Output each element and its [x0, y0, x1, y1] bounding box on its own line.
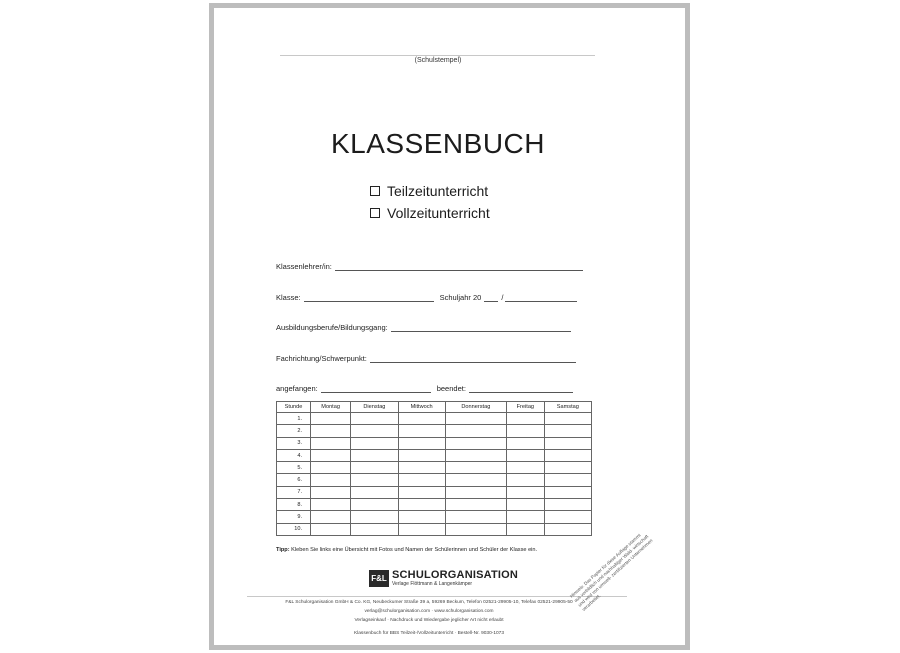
publisher-logo — [369, 569, 518, 587]
logo-subtitle: Verlage Flöttmann & Langenkämper — [392, 581, 473, 587]
timetable-cell[interactable] — [506, 523, 544, 535]
timetable-row — [277, 425, 592, 437]
timetable-row — [277, 437, 592, 449]
checkbox-vollzeit[interactable] — [370, 208, 380, 218]
footer-address: F&L Schulorganisation GmbH & Co. KG, Neubeckumer Straße 39 a, 59269 Beckum, Telefon 02521-29905-10, Telefax 02521-29905-50 — [285, 600, 573, 605]
timetable-cell[interactable] — [351, 413, 398, 425]
col-header-stunde: Stunde — [277, 402, 311, 413]
timetable-cell[interactable] — [506, 499, 544, 511]
footer-copyright: Verlagseinkauf · Nachdruck und Wiedergabe jeglicher Art nicht erlaubt — [354, 618, 504, 623]
schuljahr-line-2[interactable] — [505, 293, 577, 302]
timetable-header-row — [277, 402, 592, 413]
timetable-cell[interactable] — [544, 474, 591, 486]
timetable-cell[interactable] — [506, 511, 544, 523]
timetable-cell[interactable] — [544, 413, 591, 425]
row-number: 2. — [277, 425, 311, 437]
fachrichtung-line[interactable] — [370, 354, 576, 363]
row-number: 1. — [277, 413, 311, 425]
klassenlehrer-label: Klassenlehrer/in: — [276, 262, 332, 271]
timetable-cell[interactable] — [351, 449, 398, 461]
col-header-montag: Montag — [311, 402, 351, 413]
row-number: 7. — [277, 486, 311, 498]
timetable-cell[interactable] — [445, 425, 506, 437]
timetable-cell[interactable] — [311, 499, 351, 511]
timetable — [276, 401, 592, 536]
row-number: 9. — [277, 511, 311, 523]
field-klassenlehrer — [276, 262, 583, 271]
timetable-cell[interactable] — [311, 474, 351, 486]
ausbildung-label: Ausbildungsberufe/Bildungsgang: — [276, 323, 388, 332]
timetable-cell[interactable] — [398, 425, 445, 437]
option-teilzeit-label: Teilzeitunterricht — [387, 183, 489, 199]
timetable-cell[interactable] — [351, 462, 398, 474]
timetable-row — [277, 474, 592, 486]
schuljahr-sep: / — [501, 293, 504, 302]
timetable-cell[interactable] — [398, 449, 445, 461]
col-header-freitag: Freitag — [506, 402, 544, 413]
fachrichtung-label: Fachrichtung/Schwerpunkt: — [276, 354, 367, 363]
timetable-cell[interactable] — [506, 449, 544, 461]
timetable-cell[interactable] — [506, 413, 544, 425]
timetable-cell[interactable] — [544, 449, 591, 461]
timetable-cell[interactable] — [351, 425, 398, 437]
col-header-donnerstag: Donnerstag — [445, 402, 506, 413]
timetable-cell[interactable] — [445, 474, 506, 486]
timetable-cell[interactable] — [544, 437, 591, 449]
tip-body: Kleben Sie links eine Übersicht mit Fotos und Namen der Schülerinnen und Schüler der Klasse ein. — [291, 547, 538, 553]
footer-order-number: Klassenbuch für BBS Teilzeit-/Vollzeitunterricht · Bestell-Nr. 9030-1073 — [353, 631, 505, 636]
field-fachrichtung — [276, 354, 576, 363]
tip-label: Tipp: — [276, 547, 290, 553]
timetable-cell[interactable] — [506, 437, 544, 449]
timetable-cell[interactable] — [445, 462, 506, 474]
klasse-label: Klasse: — [276, 293, 301, 302]
timetable-row — [277, 499, 592, 511]
timetable-cell[interactable] — [506, 462, 544, 474]
timetable-row — [277, 462, 592, 474]
schuljahr-line-1[interactable] — [484, 293, 498, 302]
beendet-line[interactable] — [469, 384, 573, 393]
logo-mark: F&L — [369, 570, 389, 587]
timetable-cell[interactable] — [351, 486, 398, 498]
option-vollzeit[interactable] — [370, 205, 490, 221]
timetable-cell[interactable] — [311, 486, 351, 498]
notebook-cover — [209, 3, 690, 650]
stamp-label: (Schulstempel) — [414, 57, 462, 64]
paper-note: Hinweis: Das Papier für diese Auflage stammt aus vorbildlich und nachhaltiger Wald- wirtschaft und wird von umwelt- zertifizierten Unternehmen verarbeitet. — [569, 532, 654, 613]
klassenlehrer-line[interactable] — [335, 262, 583, 271]
klasse-line[interactable] — [304, 293, 434, 302]
page-title: KLASSENBUCH — [330, 128, 545, 159]
timetable-row — [277, 511, 592, 523]
timetable-cell[interactable] — [445, 511, 506, 523]
timetable-cell[interactable] — [544, 425, 591, 437]
timetable-cell[interactable] — [311, 437, 351, 449]
row-number: 10. — [277, 523, 311, 535]
row-number: 5. — [277, 462, 311, 474]
footer-contact: verlag@schulorganisation.com · www.schulorganisation.com — [364, 609, 494, 614]
col-header-samstag: Samstag — [544, 402, 591, 413]
timetable-cell[interactable] — [398, 499, 445, 511]
timetable-cell[interactable] — [398, 474, 445, 486]
timetable-row — [277, 523, 592, 535]
field-ausbildung — [276, 323, 571, 332]
timetable-cell[interactable] — [445, 486, 506, 498]
timetable-row — [277, 486, 592, 498]
timetable-cell[interactable] — [351, 511, 398, 523]
timetable-cell[interactable] — [506, 486, 544, 498]
option-vollzeit-label: Vollzeitunterricht — [387, 205, 490, 221]
timetable-cell[interactable] — [398, 511, 445, 523]
option-teilzeit[interactable] — [370, 183, 488, 199]
field-angefangen — [276, 384, 573, 393]
tip-text — [276, 547, 537, 553]
logo-name: SCHULORGANISATION — [392, 569, 519, 581]
col-header-dienstag: Dienstag — [351, 402, 398, 413]
checkbox-teilzeit[interactable] — [370, 186, 380, 196]
stamp-line — [280, 55, 595, 56]
timetable-cell[interactable] — [445, 413, 506, 425]
col-header-mittwoch: Mittwoch — [398, 402, 445, 413]
timetable-cell[interactable] — [398, 437, 445, 449]
timetable-cell[interactable] — [398, 413, 445, 425]
timetable-cell[interactable] — [445, 449, 506, 461]
timetable-cell[interactable] — [398, 486, 445, 498]
timetable-cell[interactable] — [351, 437, 398, 449]
timetable-cell[interactable] — [311, 449, 351, 461]
timetable-cell[interactable] — [311, 425, 351, 437]
row-number: 8. — [277, 499, 311, 511]
timetable-cell[interactable] — [506, 425, 544, 437]
timetable-cell[interactable] — [398, 523, 445, 535]
timetable-cell[interactable] — [311, 462, 351, 474]
timetable-cell[interactable] — [398, 462, 445, 474]
timetable-cell[interactable] — [544, 523, 591, 535]
timetable-cell[interactable] — [311, 523, 351, 535]
angefangen-label: angefangen: — [276, 384, 318, 393]
angefangen-line[interactable] — [321, 384, 431, 393]
timetable-cell[interactable] — [445, 523, 506, 535]
timetable-row — [277, 449, 592, 461]
timetable-cell[interactable] — [506, 474, 544, 486]
timetable-cell[interactable] — [311, 413, 351, 425]
beendet-label: beendet: — [436, 384, 466, 393]
timetable-cell[interactable] — [544, 462, 591, 474]
row-number: 6. — [277, 474, 311, 486]
timetable-cell[interactable] — [311, 511, 351, 523]
timetable-cell[interactable] — [351, 523, 398, 535]
row-number: 4. — [277, 449, 311, 461]
field-klasse — [276, 293, 577, 302]
timetable-cell[interactable] — [544, 511, 591, 523]
row-number: 3. — [277, 437, 311, 449]
timetable-cell[interactable] — [544, 499, 591, 511]
schuljahr-label: Schuljahr 20 — [439, 293, 482, 302]
timetable-body — [277, 413, 592, 536]
timetable-cell[interactable] — [351, 499, 398, 511]
ausbildung-line[interactable] — [391, 323, 571, 332]
timetable-cell[interactable] — [445, 499, 506, 511]
timetable-cell[interactable] — [445, 437, 506, 449]
timetable-cell[interactable] — [544, 486, 591, 498]
timetable-cell[interactable] — [351, 474, 398, 486]
timetable-row — [277, 413, 592, 425]
